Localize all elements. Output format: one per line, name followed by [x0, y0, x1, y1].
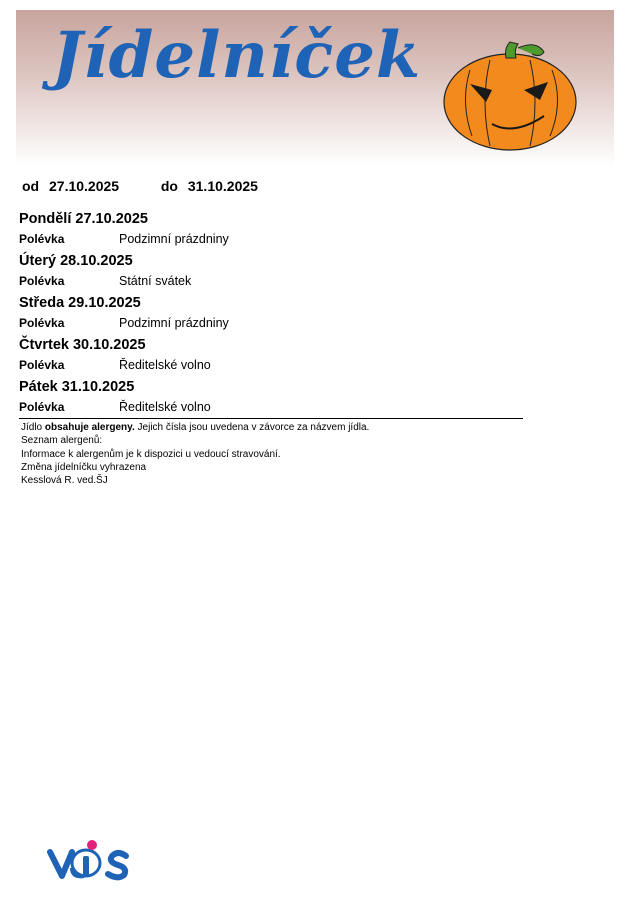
date-from-label: od: [22, 178, 40, 194]
day-title: Úterý 28.10.2025: [19, 253, 133, 269]
day-block: [19, 251, 523, 292]
meal-row: [19, 229, 523, 250]
meal-type: Polévka: [19, 400, 65, 414]
meal-type: Polévka: [19, 316, 65, 330]
allergen-bold: obsahuje alergeny.: [44, 422, 135, 433]
jack-o-lantern-icon: [440, 40, 580, 152]
day-block: [19, 335, 523, 376]
allergen-suffix: Jejich čísla jsou uvedena v závorce za názvem jídla.: [137, 422, 370, 433]
allergen-prefix: Jídlo: [21, 422, 43, 433]
meal-row: [19, 271, 523, 292]
notes: [21, 421, 369, 487]
day-block: [19, 377, 523, 419]
date-from: 27.10.2025: [49, 178, 120, 194]
day-title: Středa 29.10.2025: [19, 295, 141, 311]
page-title: Jídelníček: [52, 18, 422, 93]
meal-row: [19, 397, 523, 419]
signature: Kesslová R. ved.ŠJ: [21, 475, 108, 486]
vis-logo: [46, 838, 136, 882]
meal-row: [19, 313, 523, 334]
day-title: Čtvrtek 30.10.2025: [19, 337, 146, 353]
meal-name: Podzimní prázdniny: [119, 316, 229, 330]
date-to: 31.10.2025: [187, 178, 258, 194]
day-block: [19, 209, 523, 250]
day-title: Pondělí 27.10.2025: [19, 211, 148, 227]
date-to-label: do: [160, 178, 178, 194]
meal-row: [19, 355, 523, 376]
meal-name: Ředitelské volno: [119, 358, 211, 372]
day-block: [19, 293, 523, 334]
day-title: Pátek 31.10.2025: [19, 379, 135, 395]
allergen-info: Informace k alergenům je k dispozici u vedoucí stravování.: [21, 449, 281, 460]
meal-name: Státní svátek: [119, 274, 192, 288]
reserved-note: Změna jídelníčku vyhrazena: [21, 462, 147, 473]
meal-name: Ředitelské volno: [119, 400, 211, 414]
allergen-note: [21, 421, 369, 434]
meal-type: Polévka: [19, 232, 65, 246]
allergen-list-label: Seznam alergenů:: [21, 435, 103, 446]
meal-type: Polévka: [19, 274, 65, 288]
meal-type: Polévka: [19, 358, 65, 372]
date-range: [22, 178, 264, 194]
meal-name: Podzimní prázdniny: [119, 232, 229, 246]
menu-list: [19, 208, 523, 419]
